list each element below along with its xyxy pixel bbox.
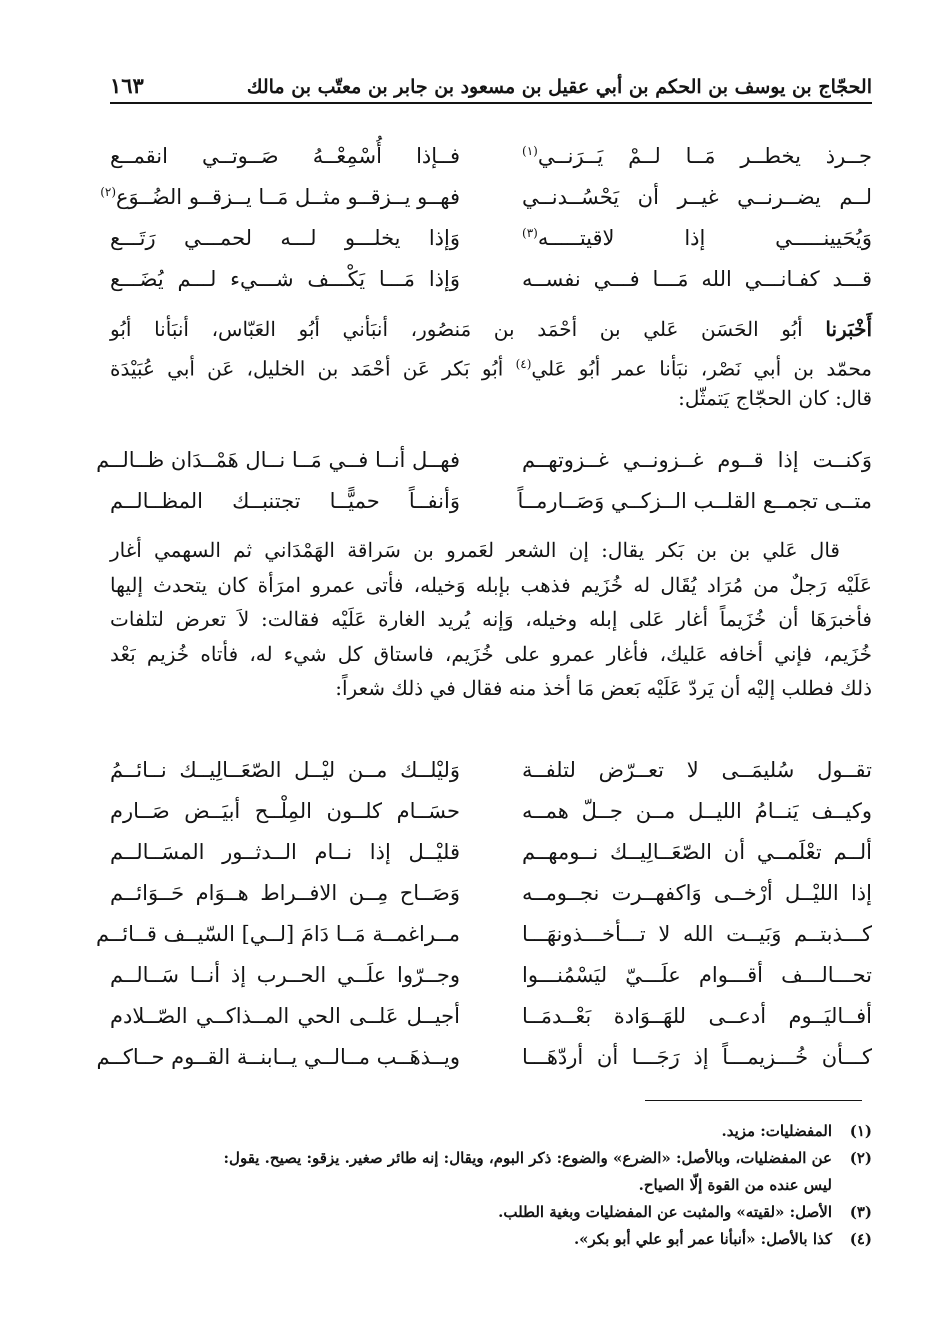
prose-line: خُزَيم، فإني أخافه عَليك، فأغار عمرو على خُزَيم، فاستاق كل شيء له، فأتاه خُزيم بَعْد: [110, 641, 872, 666]
isnad-paragraph: [110, 312, 872, 416]
hemistich-right: وَكنــت إذا قــوم غــزونــي غــزوتهــم: [522, 447, 872, 472]
hemistich-left: وَليْلــك مــن ليْــل الصّعَــالِيــك نــائــمُ: [110, 757, 460, 782]
footnote-number: (٢): [849, 1149, 872, 1167]
footnote-number: (٤): [849, 1230, 872, 1248]
hemistich-right: كـــأن خُـــزيمـــاً إذ رَجَـــا أن أردّهَـــا: [522, 1044, 872, 1069]
hemistich-left: مــراغمــة مَــا دَامَ [لــي] السّيــف قــائــم: [96, 921, 460, 946]
verse-row: [110, 996, 872, 1037]
footnote-separator: [645, 1100, 862, 1101]
running-title: الحجّاج بن يوسف بن الحكم بن أبي عقيل بن مسعود بن جابر بن معتّب بن مالك: [246, 76, 872, 98]
hemistich-right: تقــول سُليمَــى لا تعــرّض لتلفــة: [522, 757, 872, 782]
hemistich-left: حسَــام كلــون المِلْــح أبيَــض صَــارم: [110, 798, 460, 823]
verse-row: [110, 832, 872, 873]
hemistich-right: متــى تجمــع القلــب الــزكــي وَصَــارمــاً: [517, 488, 872, 513]
verse-row: [110, 136, 872, 177]
hemistich-left: فهــو يــزقــو مثــل مَــا يــزقــو الضُــوَع$^{(٢)}$: [100, 184, 460, 209]
footnote-number: (١): [849, 1122, 872, 1140]
prose-line: قال عَلي بن بن بَكر يقال: إن الشعر لعَمرو بن سَراقة الهَمْدَاني ثم السهمي أغار: [110, 538, 840, 562]
verse-row: [110, 481, 872, 522]
poem-2: [96, 440, 872, 522]
hemistich-left: وَأنفــاً حميًّــا تجتنبــك المظــالــم: [110, 488, 460, 513]
verse-row: [110, 791, 872, 832]
hemistich-left: فــإذا أُسْمِعْــهُ صَــوتــي انقمــع: [110, 143, 460, 168]
verse-row: [110, 259, 872, 300]
footnote-ref[interactable]: (٢): [100, 184, 117, 199]
hemistich-right: وَيُحَيينـــــي إذا لاقيتـــــه$^{(٣)}$: [522, 225, 872, 250]
header-rule: [110, 102, 872, 104]
verse-row: [110, 873, 872, 914]
hemistich-left: وَإذا مَـــا يَكْـــف شـــيء لـــم يُضَـــع: [110, 266, 460, 291]
hemistich-left: ويــذهَــب مــالــي يــابنــة القــوم حــاكــم: [96, 1044, 460, 1069]
verse-row: [96, 1037, 872, 1078]
footnote: [110, 1226, 872, 1253]
hemistich-left: أجيــل عَلــى الحي المــذاكــي الصّــلادم: [110, 1003, 460, 1028]
footnote-text: المفضليات: مزيد.: [721, 1122, 832, 1140]
poem-1: [100, 136, 872, 300]
footnote-text: عن المفضليات، وبالأصل: «الضرع» والضوع: ذكر البوم، ويقال: إنه طائر صغير. يزقو: يصيح. يقول: ليس عنده من القوة إلّا الصياح.: [223, 1149, 832, 1194]
hemistich-left: وَإذا يخلـــو لـــه لحمـــي رَتَـــع: [110, 225, 460, 250]
hemistich-left: وجــرّوا علَــي الحــرب إذ أنــا سَــالــم: [110, 962, 460, 987]
footnote: [110, 1199, 872, 1226]
footnote-number: (٣): [849, 1203, 872, 1221]
hemistich-left: قليْــل إذا نــام الــدثــور المسَــالــم: [110, 839, 460, 864]
verse-row: [110, 750, 872, 791]
hemistich-right: إذا الليْــل أرْخــى وَاكفهــرت نجــومــه: [522, 880, 872, 905]
hemistich-left: فهــل أنــا فــي مَــا نــال هَمْــدَان ظــالــم: [96, 447, 460, 472]
hemistich-right: جــرذ يخطــر مَــا لــمْ يَــرَنــي$^{(١)}$: [522, 143, 872, 168]
verse-row: [100, 177, 872, 218]
lead-word: أَخْبَرنا: [825, 317, 873, 341]
hemistich-right: أفــاليَــوم أدعــى للهَــوَادة بَعْــدمَــا: [522, 1003, 872, 1028]
footnote-text: كذا بالأصل: «أنبأنا عمر أبو علي أبو بكر».: [573, 1230, 832, 1248]
verse-row: [96, 440, 872, 481]
verse-row: [110, 955, 872, 996]
hemistich-left: وَصَــاح مِــن الافــراط هــوَام حَــوَائــم: [110, 880, 460, 905]
hemistich-right: كـــذبتــم وَبَيــت الله لا تـــأخـــذونهَـــا: [522, 921, 872, 946]
footnote-ref[interactable]: (١): [522, 143, 538, 158]
footnote: [110, 1145, 872, 1199]
poem-3: [96, 750, 872, 1078]
footnote-ref[interactable]: (٣): [522, 225, 538, 240]
prose-line: فأخبرَهَا أن خُزَيماً أغار عَلى إبله وخيله، وَإنه يُريد الغارة عَلَيْه فقالت: لاَ تعرض لتلفات: [110, 607, 872, 631]
prose-line: عَلَيْه رَجلٌ من مُرَاد يُقَال له خُزَيم فذهب بإبله وَخيله، فأتى عمرو امرَأة كان يتحدث إليها: [110, 572, 872, 597]
prose-line: أَخْبَرنا أبُو الحَسَن عَلي بن أحْمَد بن مَنصُور، أنبَأني أبُو العَبّاس، أنبَأنا أبُو: [110, 317, 873, 341]
page-number: ١٦٣: [110, 73, 144, 98]
prose-line: ذلك فطلب إليْه أن يَردّ عَلَيْه بَعض مَا أخذ منه فقال في ذلك شعراً:: [335, 676, 872, 700]
hemistich-right: ألــم تعْلَمــي أن الصّعَــالِيــك نــومهــم: [522, 839, 872, 864]
footnote-ref[interactable]: (٤): [515, 356, 532, 371]
verse-row: [96, 914, 872, 955]
footnote-text: الأصل: «لقيته» والمثبت عن المفضليات وبغية الطلب.: [498, 1203, 832, 1221]
footnote: [110, 1118, 872, 1145]
story-paragraph: [110, 533, 872, 706]
hemistich-right: لــم يضــرنــي غيــر أن يَحْسُــدنــي: [522, 184, 872, 209]
page-header: [110, 58, 872, 98]
prose-line: قال: كان الحجّاج يَتمثّل:: [678, 386, 872, 410]
footnotes: [110, 1118, 872, 1253]
prose-line: محمّد بن أبي نَصْر، نبَأنا عمر أبُو عَلي$^{(٤)}$ أبُو بَكر عَن أحْمَد بن الخليل، عَن أبي عُبَيْدَة: [110, 356, 872, 381]
hemistich-right: تحـــالـــف أقـــوام علَـــيّ ليَسْمُنـــوا: [522, 962, 872, 987]
verse-row: [110, 218, 872, 259]
hemistich-right: قـــد كفـانـــي الله مَـــا فـــي نفســه: [522, 266, 872, 291]
hemistich-right: وكيــف يَنــامُ الليــل مــن جــلّ همــه: [522, 798, 872, 823]
